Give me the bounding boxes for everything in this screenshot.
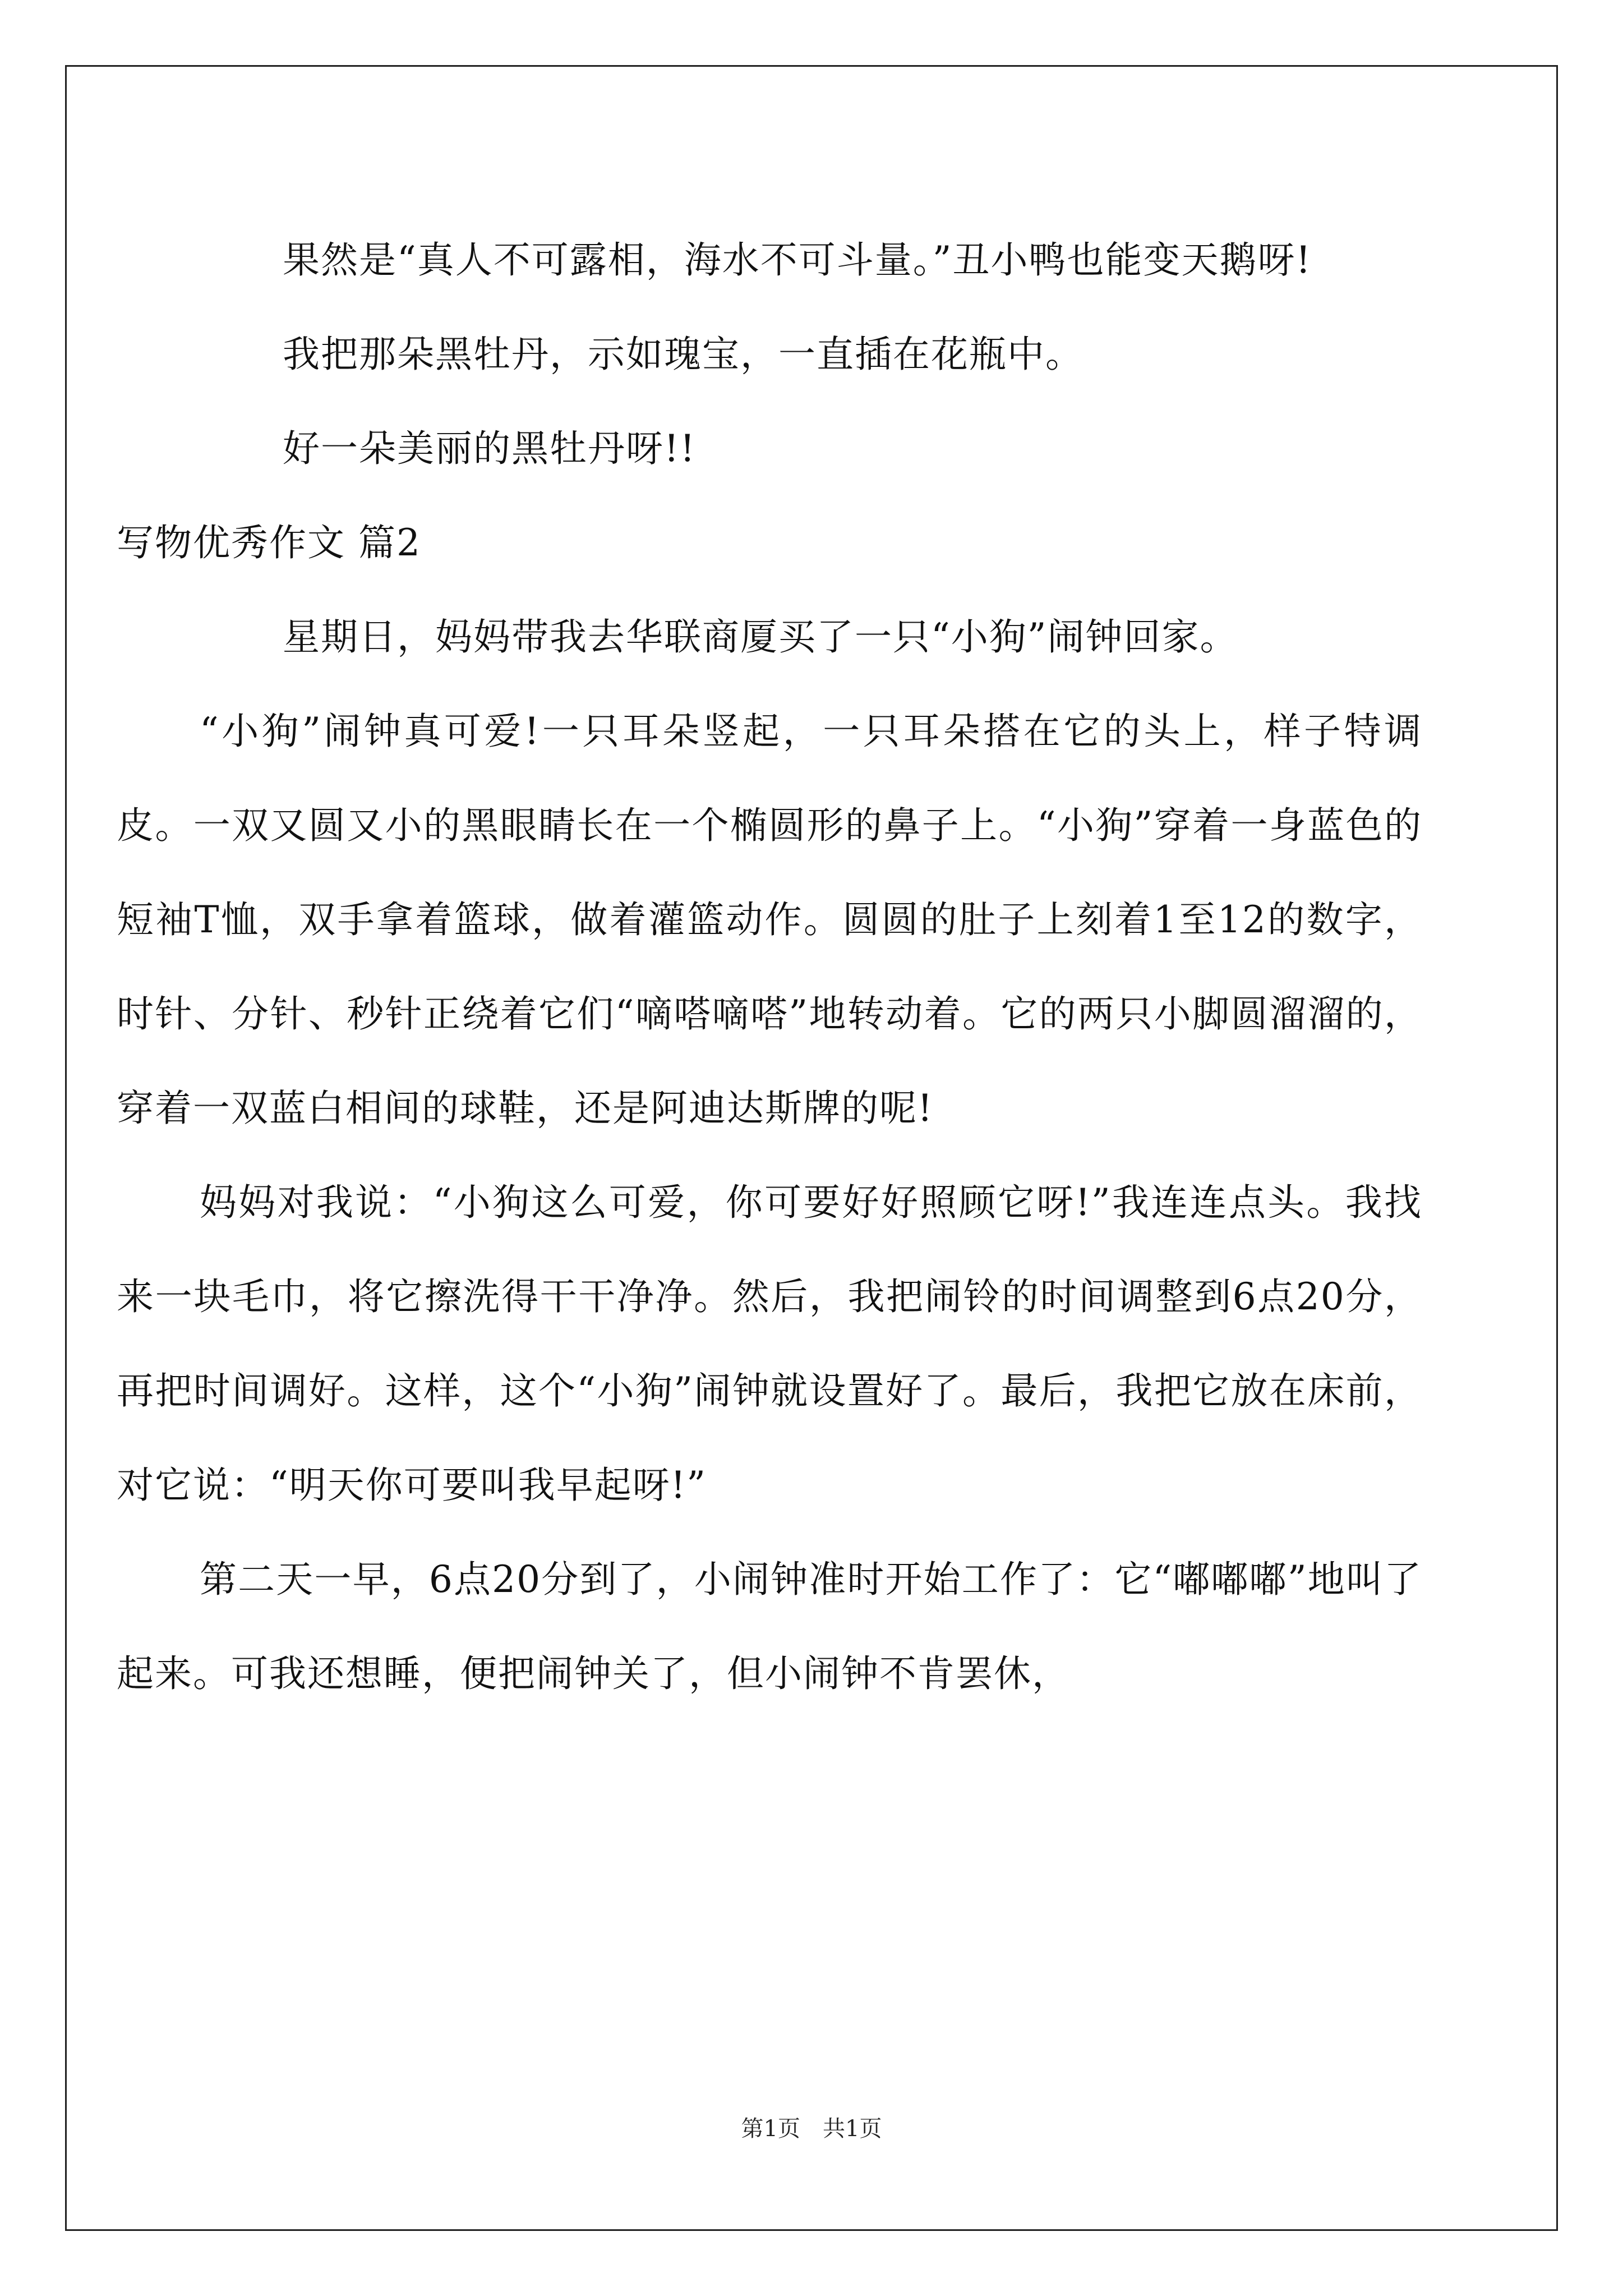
paragraph: 星期日，妈妈带我去华联商厦买了一只“小狗”闹钟回家。 [283,615,1238,659]
paragraph: 果然是“真人不可露相，海水不可斗量。”丑小鸭也能变天鹅呀! [283,238,1312,282]
paragraph: 第二天一早，6点20分到了，小闹钟准时开始工作了：它“嘟嘟嘟”地叫了起来。可我还想睡，便把闹钟关了，但小闹钟不肯罢休， [117,1558,1422,1695]
paragraph: 好一朵美丽的黑牡丹呀!! [283,427,697,470]
document-body [117,213,1422,1721]
paragraph: 我把那朵黑牡丹，示如瑰宝，一直插在花瓶中。 [283,333,1083,376]
section-heading: 写物优秀作文 篇2 [117,521,421,564]
paragraph: “小狗”闹钟真可爱!一只耳朵竖起，一只耳朵搭在它的头上，样子特调皮。一双又圆又小的黑眼睛长在一个椭圆形的鼻子上。“小狗”穿着一身蓝色的短袖T恤，双手拿着篮球，做着灌篮动作。圆圆的肚子上刻着1至12的数字，时针、分针、秒针正绕着它们“嘀嗒嘀嗒”地转动着。它的两只小脚圆溜溜的，穿着一双蓝白相间的球鞋，还是阿迪达斯牌的呢! [117,710,1422,1130]
page-footer: 第1页 共1页 [741,2116,882,2142]
paragraph: 妈妈对我说：“小狗这么可爱，你可要好好照顾它呀!”我连连点头。我找来一块毛巾，将它擦洗得干干净净。然后，我把闹铃的时间调整到6点20分，再把时间调好。这样，这个“小狗”闹钟就设置好了。最后，我把它放在床前，对它说：“明天你可要叫我早起呀!” [117,1181,1422,1507]
